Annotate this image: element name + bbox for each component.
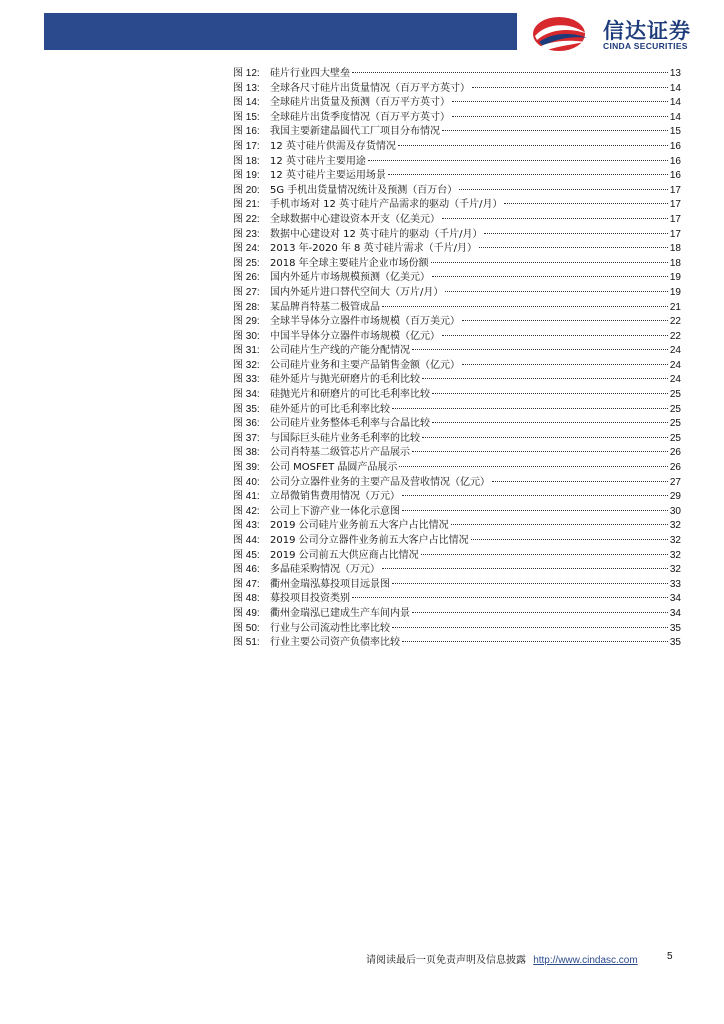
dot-leader bbox=[442, 129, 668, 131]
toc-entry-label bbox=[233, 490, 270, 505]
figure-page: 32 bbox=[669, 520, 681, 532]
toc-entry-label bbox=[233, 432, 270, 447]
figure-title: 公司分立器件业务的主要产品及营收情况（亿元） bbox=[270, 476, 490, 488]
toc-row[interactable] bbox=[233, 373, 681, 388]
figure-title: 硅外延片与抛光研磨片的毛利比较 bbox=[270, 374, 420, 386]
figure-page: 34 bbox=[669, 593, 681, 605]
toc-row[interactable] bbox=[233, 344, 681, 359]
toc-entry-label bbox=[233, 417, 270, 432]
toc-row[interactable] bbox=[233, 286, 681, 301]
cinda-logo-mark-icon bbox=[531, 14, 591, 54]
figure-number: 图 37: bbox=[233, 432, 260, 444]
figure-number: 图 47: bbox=[233, 578, 260, 590]
figure-page: 29 bbox=[669, 491, 681, 503]
figure-title: 硅片行业四大壁垒 bbox=[270, 68, 350, 79]
toc-row[interactable] bbox=[233, 155, 681, 170]
figure-page: 21 bbox=[669, 301, 681, 313]
dot-leader bbox=[382, 305, 668, 307]
toc-entry-label bbox=[233, 257, 270, 272]
figure-title: 2013 年-2020 年 8 英寸硅片需求（千片/月） bbox=[270, 243, 477, 255]
figure-list bbox=[233, 67, 681, 651]
figure-title: 数据中心建设对 12 英寸硅片的驱动（千片/月） bbox=[270, 228, 483, 240]
toc-entry-label bbox=[233, 140, 270, 155]
toc-entry-label bbox=[233, 549, 270, 564]
figure-title: 2019 公司前五大供应商占比情况 bbox=[270, 549, 419, 561]
toc-row[interactable] bbox=[233, 96, 681, 111]
figure-page: 18 bbox=[669, 257, 681, 269]
page-number: 5 bbox=[667, 951, 673, 962]
dot-leader bbox=[412, 348, 668, 350]
figure-page: 34 bbox=[669, 607, 681, 619]
toc-row[interactable] bbox=[233, 490, 681, 505]
toc-row[interactable] bbox=[233, 359, 681, 374]
figure-title: 手机市场对 12 英寸硅片产品需求的驱动（千片/月） bbox=[270, 199, 503, 211]
toc-row[interactable] bbox=[233, 549, 681, 564]
toc-entry-label bbox=[233, 184, 270, 199]
figure-number: 图 38: bbox=[233, 447, 260, 459]
cinda-logo bbox=[531, 14, 691, 54]
figure-title: 公司 MOSFET 晶圆产品展示 bbox=[270, 462, 398, 474]
figure-page: 35 bbox=[669, 622, 681, 634]
dot-leader bbox=[462, 363, 668, 365]
dot-leader bbox=[352, 71, 668, 73]
figure-number: 图 46: bbox=[233, 564, 260, 576]
figure-number: 图 25: bbox=[233, 257, 260, 269]
toc-row[interactable] bbox=[233, 622, 681, 637]
figure-page: 15 bbox=[669, 126, 681, 138]
toc-entry-label bbox=[233, 359, 270, 374]
figure-title: 公司上下游产业一体化示意图 bbox=[270, 505, 400, 517]
figure-number: 图 29: bbox=[233, 316, 260, 328]
toc-entry-label bbox=[233, 111, 270, 126]
figure-page: 33 bbox=[669, 578, 681, 590]
dot-leader bbox=[388, 173, 668, 175]
figure-page: 24 bbox=[669, 345, 681, 357]
figure-page: 25 bbox=[669, 389, 681, 401]
figure-page: 35 bbox=[669, 637, 681, 649]
figure-title: 全球硅片出货量及预测（百万平方英寸） bbox=[270, 97, 450, 109]
toc-entry-label bbox=[233, 213, 270, 228]
figure-page: 14 bbox=[669, 111, 681, 123]
figure-page: 25 bbox=[669, 418, 681, 430]
dot-leader bbox=[484, 232, 667, 234]
figure-page: 30 bbox=[669, 505, 681, 517]
figure-number: 图 22: bbox=[233, 213, 260, 225]
figure-title: 行业与公司流动性比率比较 bbox=[270, 622, 390, 634]
toc-entry-label bbox=[233, 242, 270, 257]
figure-number: 图 15: bbox=[233, 111, 260, 123]
toc-row[interactable] bbox=[233, 213, 681, 228]
figure-title: 衢州金瑞泓募投项目远景图 bbox=[270, 578, 390, 590]
toc-row[interactable] bbox=[233, 476, 681, 491]
toc-row[interactable] bbox=[233, 198, 681, 213]
figure-title: 多晶硅采购情况（万元） bbox=[270, 564, 380, 576]
figure-page: 27 bbox=[669, 476, 681, 488]
dot-leader bbox=[504, 202, 667, 204]
dot-leader bbox=[452, 100, 668, 102]
toc-row[interactable] bbox=[233, 563, 681, 578]
figure-title: 公司肖特基二级管芯片产品展示 bbox=[270, 447, 410, 459]
toc-entry-label bbox=[233, 476, 270, 491]
toc-row[interactable] bbox=[233, 67, 681, 82]
toc-entry-label bbox=[233, 315, 270, 330]
figure-page: 24 bbox=[669, 374, 681, 386]
toc-entry-label bbox=[233, 67, 270, 82]
figure-page: 14 bbox=[669, 82, 681, 94]
dot-leader bbox=[402, 640, 668, 642]
figure-number: 图 35: bbox=[233, 403, 260, 415]
figure-number: 图 39: bbox=[233, 462, 260, 474]
toc-row[interactable] bbox=[233, 315, 681, 330]
logo-chinese-text: 信达证券 bbox=[603, 19, 691, 43]
figure-number: 图 12: bbox=[233, 68, 260, 79]
figure-title: 与国际巨头硅片业务毛利率的比较 bbox=[270, 432, 420, 444]
toc-entry-label bbox=[233, 534, 270, 549]
toc-row[interactable] bbox=[233, 169, 681, 184]
dot-leader bbox=[392, 407, 668, 409]
toc-entry-label bbox=[233, 169, 270, 184]
dot-leader bbox=[412, 450, 668, 452]
dot-leader bbox=[471, 538, 668, 540]
toc-entry-label bbox=[233, 82, 270, 97]
figure-page: 13 bbox=[669, 68, 681, 79]
logo-english-text: CINDA SECURITIES bbox=[603, 41, 688, 51]
figure-title: 12 英寸硅片主要用途 bbox=[270, 155, 366, 167]
toc-row[interactable] bbox=[233, 388, 681, 403]
toc-row[interactable] bbox=[233, 403, 681, 418]
toc-entry-label bbox=[233, 578, 270, 593]
dot-leader bbox=[462, 319, 668, 321]
figure-number: 图 18: bbox=[233, 155, 260, 167]
dot-leader bbox=[432, 275, 668, 277]
figure-number: 图 20: bbox=[233, 184, 260, 196]
dot-leader bbox=[402, 509, 668, 511]
toc-row[interactable] bbox=[233, 534, 681, 549]
figure-number: 图 50: bbox=[233, 622, 260, 634]
toc-entry-label bbox=[233, 228, 270, 243]
toc-entry-label bbox=[233, 446, 270, 461]
figure-number: 图 51: bbox=[233, 637, 260, 649]
figure-page: 16 bbox=[669, 155, 681, 167]
figure-number: 图 48: bbox=[233, 593, 260, 605]
figure-page: 24 bbox=[669, 359, 681, 371]
dot-leader bbox=[392, 626, 668, 628]
figure-title: 全球各尺寸硅片出货量情况（百万平方英寸） bbox=[270, 82, 470, 94]
figure-number: 图 31: bbox=[233, 345, 260, 357]
figure-number: 图 21: bbox=[233, 199, 260, 211]
figure-page: 32 bbox=[669, 535, 681, 546]
dot-leader bbox=[422, 436, 668, 438]
figure-title: 立昂微销售费用情况（万元） bbox=[270, 491, 400, 503]
toc-entry-label bbox=[233, 461, 270, 476]
figure-number: 图 49: bbox=[233, 607, 260, 619]
figure-number: 图 19: bbox=[233, 170, 260, 182]
disclaimer-notice: 请阅读最后一页免责声明及信息披露 bbox=[366, 955, 526, 966]
figure-title: 全球半导体分立器件市场规模（百万美元） bbox=[270, 316, 460, 328]
figure-page: 16 bbox=[669, 170, 681, 182]
toc-row[interactable] bbox=[233, 446, 681, 461]
figure-title: 公司硅片业务整体毛利率与合晶比较 bbox=[270, 418, 430, 430]
figure-page: 17 bbox=[669, 184, 681, 196]
figure-number: 图 16: bbox=[233, 126, 260, 138]
figure-title: 全球硅片出货季度情况（百万平方英寸） bbox=[270, 111, 450, 123]
figure-page: 17 bbox=[669, 228, 681, 240]
toc-row[interactable] bbox=[233, 519, 681, 534]
figure-title: 国内外延片市场规模预测（亿美元） bbox=[270, 272, 430, 284]
figure-number: 图 40: bbox=[233, 476, 260, 488]
toc-row[interactable] bbox=[233, 111, 681, 126]
toc-entry-label bbox=[233, 519, 270, 534]
toc-entry-label bbox=[233, 373, 270, 388]
figure-title: 2018 年全球主要硅片企业市场份额 bbox=[270, 257, 429, 269]
toc-row[interactable] bbox=[233, 505, 681, 520]
figure-number: 图 44: bbox=[233, 535, 260, 546]
toc-row[interactable] bbox=[233, 125, 681, 140]
toc-row[interactable] bbox=[233, 140, 681, 155]
toc-entry-label bbox=[233, 198, 270, 213]
toc-row[interactable] bbox=[233, 228, 681, 243]
toc-entry-label bbox=[233, 403, 270, 418]
figure-number: 图 43: bbox=[233, 520, 260, 532]
figure-number: 图 26: bbox=[233, 272, 260, 284]
dot-leader bbox=[399, 465, 667, 467]
dot-leader bbox=[459, 188, 668, 190]
toc-entry-label bbox=[233, 607, 270, 622]
dot-leader bbox=[431, 261, 668, 263]
toc-entry-label bbox=[233, 330, 270, 345]
dot-leader bbox=[479, 246, 668, 248]
toc-row[interactable] bbox=[233, 417, 681, 432]
figure-page: 19 bbox=[669, 286, 681, 298]
dot-leader bbox=[421, 553, 668, 555]
figure-number: 图 13: bbox=[233, 82, 260, 94]
figure-number: 图 23: bbox=[233, 228, 260, 240]
toc-row[interactable] bbox=[233, 271, 681, 286]
figure-number: 图 30: bbox=[233, 330, 260, 342]
toc-entry-label bbox=[233, 125, 270, 140]
toc-entry-label bbox=[233, 271, 270, 286]
figure-number: 图 14: bbox=[233, 97, 260, 109]
dot-leader bbox=[445, 290, 668, 292]
figure-number: 图 42: bbox=[233, 505, 260, 517]
figure-page: 25 bbox=[669, 432, 681, 444]
toc-entry-label bbox=[233, 286, 270, 301]
figure-page: 26 bbox=[669, 447, 681, 459]
figure-page: 17 bbox=[669, 213, 681, 225]
dot-leader bbox=[422, 377, 668, 379]
figure-number: 图 41: bbox=[233, 491, 260, 503]
figure-title: 硅外延片的可比毛利率比较 bbox=[270, 403, 390, 415]
figure-page: 14 bbox=[669, 97, 681, 109]
toc-row[interactable] bbox=[233, 461, 681, 476]
figure-number: 图 36: bbox=[233, 418, 260, 430]
toc-row[interactable] bbox=[233, 242, 681, 257]
dot-leader bbox=[492, 480, 668, 482]
dot-leader bbox=[398, 144, 668, 146]
toc-row[interactable] bbox=[233, 184, 681, 199]
dot-leader bbox=[472, 86, 668, 88]
figure-page: 22 bbox=[669, 316, 681, 328]
toc-entry-label bbox=[233, 563, 270, 578]
figure-page: 19 bbox=[669, 272, 681, 284]
dot-leader bbox=[368, 159, 668, 161]
toc-entry-label bbox=[233, 592, 270, 607]
figure-number: 图 32: bbox=[233, 359, 260, 371]
toc-entry-label bbox=[233, 155, 270, 170]
figure-page: 18 bbox=[669, 243, 681, 255]
figure-title: 5G 手机出货量情况统计及预测（百万台） bbox=[270, 184, 458, 196]
toc-row[interactable] bbox=[233, 257, 681, 272]
figure-title: 公司硅片业务和主要产品销售金额（亿元） bbox=[270, 359, 460, 371]
dot-leader bbox=[412, 611, 668, 613]
toc-entry-label bbox=[233, 636, 270, 651]
dot-leader bbox=[432, 421, 668, 423]
figure-page: 32 bbox=[669, 564, 681, 576]
figure-page: 17 bbox=[669, 199, 681, 211]
dot-leader bbox=[352, 596, 668, 598]
dot-leader bbox=[442, 334, 668, 336]
figure-title: 硅抛光片和研磨片的可比毛利率比较 bbox=[270, 389, 430, 401]
footer bbox=[366, 951, 638, 966]
figure-title: 我国主要新建晶圆代工厂项目分布情况 bbox=[270, 126, 440, 138]
figure-page: 32 bbox=[669, 549, 681, 561]
figure-title: 2019 公司分立器件业务前五大客户占比情况 bbox=[270, 535, 469, 546]
toc-entry-label bbox=[233, 622, 270, 637]
toc-entry-label bbox=[233, 505, 270, 520]
figure-title: 国内外延片进口替代空间大（万片/月） bbox=[270, 286, 444, 298]
dot-leader bbox=[382, 567, 668, 569]
figure-title: 12 英寸硅片主要运用场景 bbox=[270, 170, 386, 182]
toc-entry-label bbox=[233, 344, 270, 359]
figure-title: 12 英寸硅片供需及存货情况 bbox=[270, 140, 396, 152]
figure-number: 图 17: bbox=[233, 140, 260, 152]
figure-number: 图 28: bbox=[233, 301, 260, 313]
toc-row[interactable] bbox=[233, 607, 681, 622]
toc-entry-label bbox=[233, 96, 270, 111]
toc-row[interactable] bbox=[233, 592, 681, 607]
toc-entry-label bbox=[233, 301, 270, 316]
toc-entry-label bbox=[233, 388, 270, 403]
figure-number: 图 45: bbox=[233, 549, 260, 561]
figure-title: 募投项目投资类别 bbox=[270, 593, 350, 605]
toc-row[interactable] bbox=[233, 82, 681, 97]
figure-number: 图 24: bbox=[233, 243, 260, 255]
figure-title: 公司硅片生产线的产能分配情况 bbox=[270, 345, 410, 357]
header-bar bbox=[44, 13, 517, 50]
figure-title: 衢州金瑞泓已建成生产车间内景 bbox=[270, 607, 410, 619]
dot-leader bbox=[432, 392, 668, 394]
dot-leader bbox=[402, 494, 668, 496]
toc-row[interactable] bbox=[233, 330, 681, 345]
toc-row[interactable] bbox=[233, 578, 681, 593]
figure-number: 图 27: bbox=[233, 286, 260, 298]
figure-number: 图 34: bbox=[233, 389, 260, 401]
figure-title: 2019 公司硅片业务前五大客户占比情况 bbox=[270, 520, 449, 532]
figure-page: 26 bbox=[669, 462, 681, 474]
toc-row[interactable] bbox=[233, 301, 681, 316]
website-link[interactable]: http://www.cindasc.com bbox=[533, 955, 638, 966]
dot-leader bbox=[392, 582, 668, 584]
figure-title: 中国半导体分立器件市场规模（亿元） bbox=[270, 330, 440, 342]
dot-leader bbox=[452, 115, 668, 117]
toc-row[interactable] bbox=[233, 636, 681, 651]
dot-leader bbox=[442, 217, 668, 219]
toc-row[interactable] bbox=[233, 432, 681, 447]
figure-title: 某品牌肖特基二极管成品 bbox=[270, 301, 380, 313]
figure-title: 行业主要公司资产负债率比较 bbox=[270, 637, 400, 649]
figure-page: 16 bbox=[669, 140, 681, 152]
figure-number: 图 33: bbox=[233, 374, 260, 386]
figure-page: 25 bbox=[669, 403, 681, 415]
figure-title: 全球数据中心建设资本开支（亿美元） bbox=[270, 213, 440, 225]
figure-page: 22 bbox=[669, 330, 681, 342]
dot-leader bbox=[451, 523, 668, 525]
